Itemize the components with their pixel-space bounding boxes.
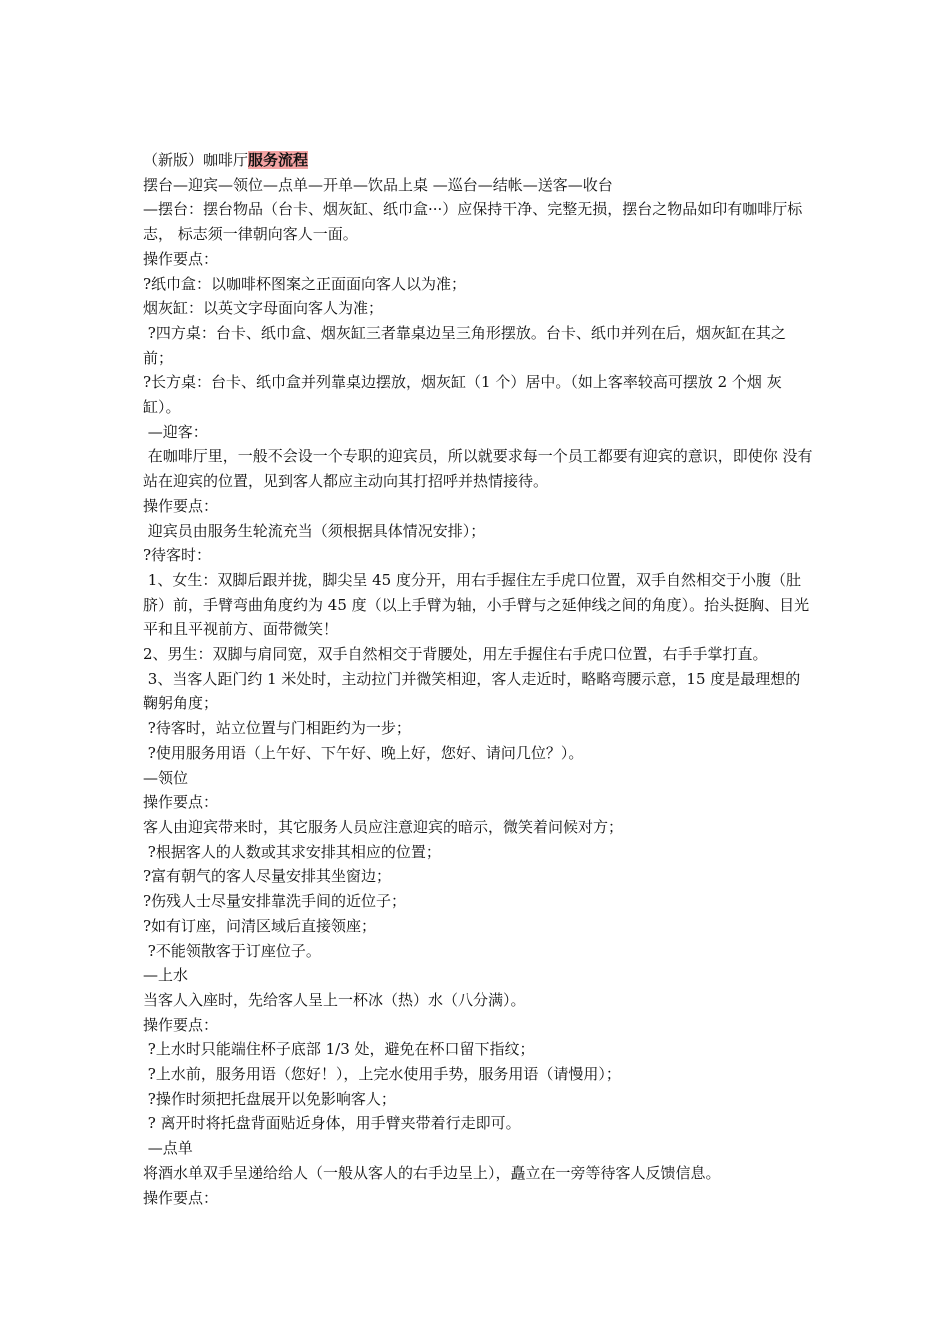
section-heading: —上水	[143, 966, 189, 985]
title-prefix: （新版）咖啡厅	[143, 151, 249, 169]
paragraph-line: 将酒水单双手呈递给给人（一般从客人的右手边呈上），矗立在一旁等待客人反馈信息。	[143, 1163, 721, 1182]
paragraph-line: ?待客时：	[143, 546, 212, 565]
heading-line: 操作要点：	[143, 793, 219, 812]
paragraph-line: ?长方桌：台卡、纸巾盒并列靠桌边摆放，烟灰缸（1 个）居中。（如上客率较高可摆放 2 个烟 灰缸）。	[143, 373, 782, 417]
document-lines	[143, 173, 813, 1211]
heading-line: 操作要点：	[143, 496, 219, 515]
paragraph-line: 当客人入座时，先给客人呈上一杯冰（热）水（八分满）。	[143, 990, 526, 1009]
paragraph-line: ?伤残人士尽量安排靠洗手间的近位子；	[143, 892, 407, 911]
paragraph-line: 客人由迎宾带来时，其它服务人员应注意迎宾的暗示，微笑着问候对方；	[143, 817, 624, 836]
heading-line: 操作要点：	[143, 1015, 219, 1034]
section-paragraph: —摆台：摆台物品（台卡、烟灰缸、纸巾盒···）应保持干净、完整无损，摆台之物品如印有咖啡厅标志， 标志须一律朝向客人一面。	[143, 200, 803, 244]
paragraph-line: ?四方桌：台卡、纸巾盒、烟灰缸三者靠桌边呈三角形摆放。台卡、纸巾并列在后，烟灰缸在其之前；	[143, 323, 786, 367]
document-body	[143, 148, 813, 1210]
paragraph-line: ?上水时只能端住杯子底部 1/3 处，避免在杯口留下指纹；	[143, 1040, 535, 1059]
paragraph-line: 2、男生：双脚与肩同宽，双手自然相交于背腰处，用左手握住右手虎口位置，右手手掌打直。	[143, 645, 768, 664]
paragraph-line: ?富有朝气的客人尽量安排其坐窗边；	[143, 867, 392, 886]
section-heading: —迎客：	[143, 422, 208, 441]
paragraph-line: ?纸巾盒：以咖啡杯图案之正面面向客人以为准；	[143, 274, 467, 293]
paragraph-line: ?如有订座，问清区域后直接领座；	[143, 916, 377, 935]
section-heading: —点单	[143, 1139, 193, 1158]
paragraph-line: ?待客时，站立位置与门相距约为一步；	[143, 719, 411, 738]
paragraph-line: 在咖啡厅里，一般不会设一个专职的迎宾员，所以就要求每一个员工都要有迎宾的意识，即使你 没有站在迎宾的位置，见到客人都应主动向其打招呼并热情接待。	[143, 447, 813, 491]
paragraph-line: ?使用服务用语（上午好、下午好、晚上好，您好、请问几位？）。	[143, 743, 584, 762]
paragraph-line: ?上水前，服务用语（您好！），上完水使用手势，服务用语（请慢用）；	[143, 1065, 621, 1084]
paragraph-line: ?操作时须把托盘展开以免影响客人；	[143, 1089, 396, 1108]
paragraph-line: 烟灰缸：以英文字母面向客人为准；	[143, 299, 384, 318]
paragraph-line: 迎宾员由服务生轮流充当（须根据具体情况安排）；	[143, 521, 486, 540]
paragraph-line: ?不能领散客于订座位子。	[143, 941, 321, 960]
flow-line: 摆台—迎宾—领位—点单—开单—饮品上桌 —巡台—结帐—送客—收台	[143, 175, 613, 194]
paragraph-line: ?根据客人的人数或其求安排其相应的位置；	[143, 842, 441, 861]
paragraph-line: 3、当客人距门约 1 米处时，主动拉门并微笑相迎，客人走近时，略略弯腰示意，15 度是最理想的鞠躬角度；	[143, 669, 801, 713]
heading-line: 操作要点：	[143, 1188, 219, 1207]
heading-line: 操作要点：	[143, 249, 219, 268]
title-highlight: 服务流程	[248, 151, 309, 169]
section-heading: —领位	[143, 768, 189, 787]
paragraph-line: ? 离开时将托盘背面贴近身体，用手臂夹带着行走即可。	[143, 1114, 521, 1133]
paragraph-line: 1、女生：双脚后跟并拢，脚尖呈 45 度分开，用右手握住左手虎口位置，双手自然相交于小腹（肚脐）前，手臂弯曲角度约为 45 度（以上手臂为轴，小手臂与之延伸线之间的角度）。抬头挺胸、目光平和且平视前方、面带微笑！	[143, 570, 810, 639]
document-title	[143, 148, 813, 173]
